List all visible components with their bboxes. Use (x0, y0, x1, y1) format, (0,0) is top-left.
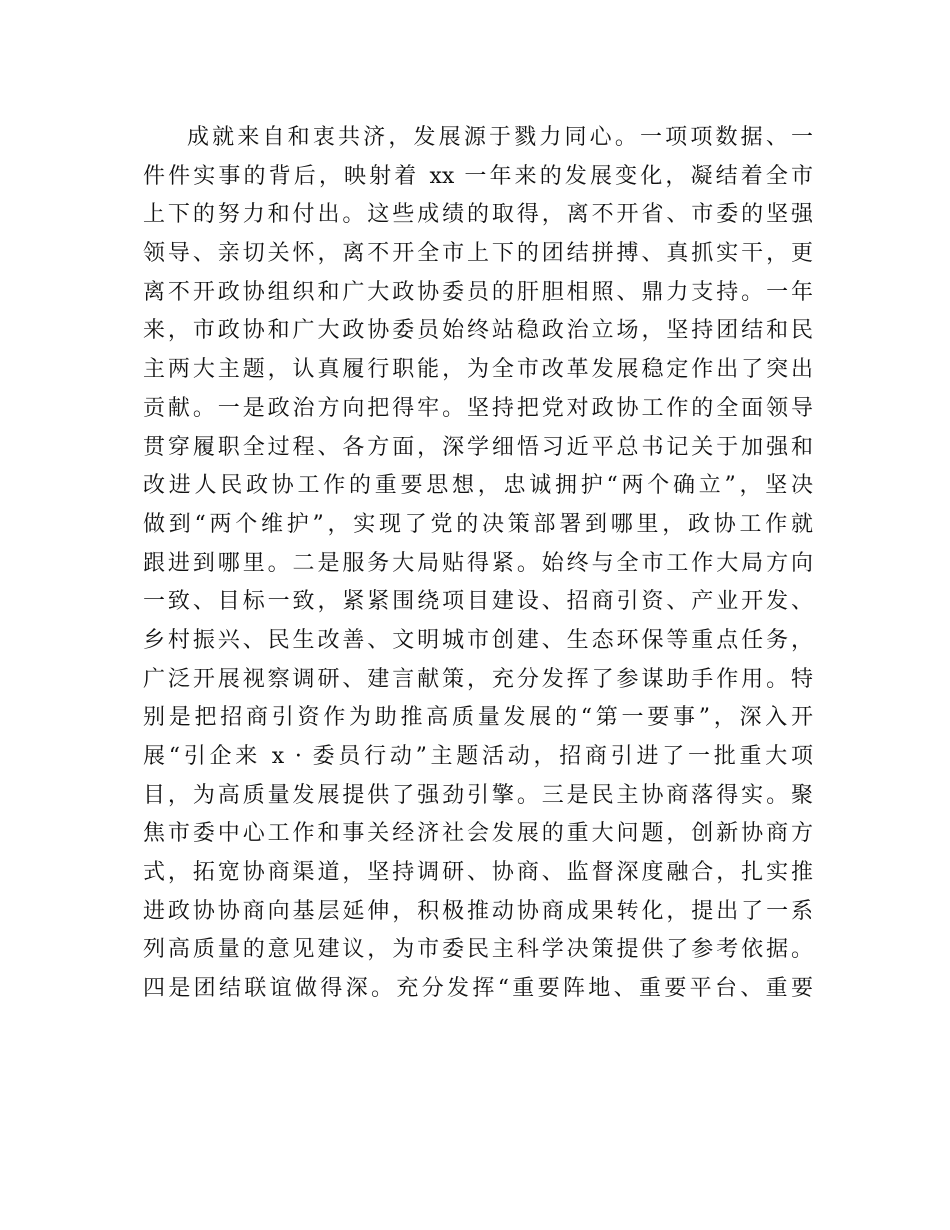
body-paragraph (143, 119, 813, 1009)
paragraph-line: 主两大主题，认真履行职能，为全市改革发展稳定作出了突出 (143, 357, 813, 383)
paragraph-line: 做到“两个维护”，实现了党的决策部署到哪里，政协工作就 (143, 511, 813, 537)
paragraph-line: 上下的努力和付出。这些成绩的取得，离不开省、市委的坚强 (143, 202, 813, 228)
paragraph-line: 焦市委中心工作和事关经济社会发展的重大问题，创新协商方 (143, 821, 813, 847)
paragraph-line: 进政协协商向基层延伸，积极推动协商成果转化，提出了一系 (143, 898, 813, 924)
paragraph-line: 领导、亲切关怀，离不开全市上下的团结拼搏、真抓实干，更 (143, 241, 813, 267)
paragraph-line: 改进人民政协工作的重要思想，忠诚拥护“两个确立”，坚决 (143, 473, 813, 499)
paragraph-line: 式，拓宽协商渠道，坚持调研、协商、监督深度融合，扎实推 (143, 860, 813, 886)
paragraph-line: 广泛开展视察调研、建言献策，充分发挥了参谋助手作用。特 (143, 666, 813, 692)
paragraph-line: 别是把招商引资作为助推高质量发展的“第一要事”，深入开 (143, 705, 813, 731)
paragraph-line: 贯穿履职全过程、各方面，深学细悟习近平总书记关于加强和 (143, 434, 813, 460)
paragraph-line: 贡献。一是政治方向把得牢。坚持把党对政协工作的全面领导 (143, 395, 813, 421)
paragraph-line: 乡村振兴、民生改善、文明城市创建、生态环保等重点任务， (143, 627, 813, 653)
paragraph-line: 离不开政协组织和广大政协委员的肝胆相照、鼎力支持。一年 (143, 279, 813, 305)
paragraph-line: 展“引企来 x · 委员行动”主题活动，招商引进了一批重大项 (143, 744, 813, 769)
paragraph-line: 列高质量的意见建议，为市委民主科学决策提供了参考依据。 (143, 937, 813, 963)
paragraph-line: 跟进到哪里。二是服务大局贴得紧。始终与全市工作大局方向 (143, 550, 813, 576)
paragraph-line: 来，市政协和广大政协委员始终站稳政治立场，坚持团结和民 (143, 318, 813, 344)
paragraph-line: 成就来自和衷共济，发展源于戮力同心。一项项数据、一 (187, 125, 813, 150)
paragraph-line: 目，为高质量发展提供了强劲引擎。三是民主协商落得实。聚 (143, 782, 813, 808)
paragraph-line: 件件实事的背后，映射着 xx 一年来的发展变化，凝结着全市 (143, 163, 813, 189)
paragraph-line: 四是团结联谊做得深。充分发挥“重要阵地、重要平台、重要 (143, 976, 813, 1002)
paragraph-line: 一致、目标一致，紧紧围绕项目建设、招商引资、产业开发、 (143, 589, 813, 615)
